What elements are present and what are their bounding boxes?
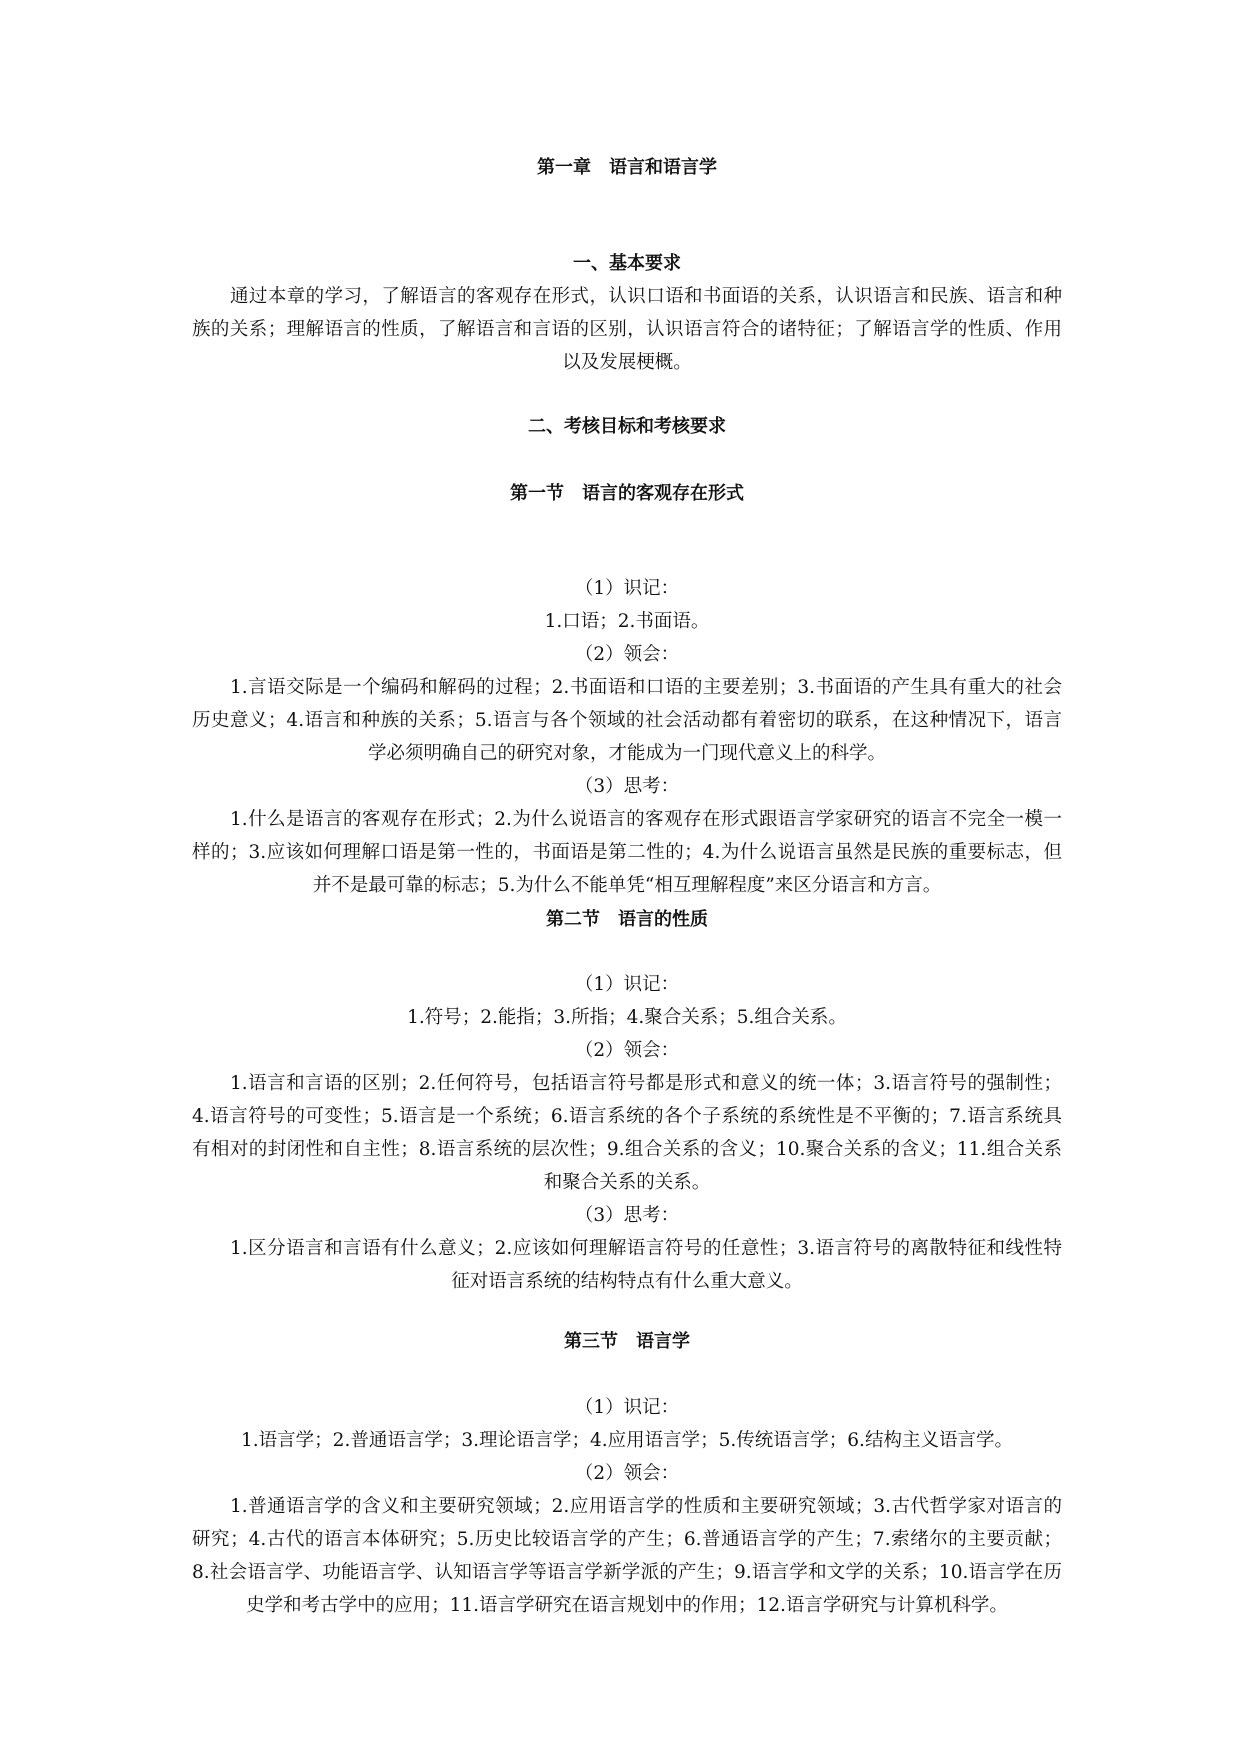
section-1-title: 第一节 语言的客观存在形式	[510, 483, 744, 504]
section-2-body	[192, 968, 1062, 1298]
think-label: （3）思考：	[574, 776, 680, 797]
remember-label: （1）识记：	[574, 578, 680, 599]
text-line: 8.社会语言学、功能语言学、认知语言学等语言学新学派的产生；9.语言学和文学的关系；10.语言学在历	[192, 1562, 1062, 1583]
text-line: 征对语言系统的结构特点有什么重大意义。	[451, 1271, 803, 1292]
think-label: （3）思考：	[574, 1205, 680, 1226]
heading-assessment: 二、考核目标和考核要求	[528, 416, 726, 437]
text-line: 样的；3.应该如何理解口语是第一性的，书面语是第二性的；4.为什么说语言虽然是民族的重要标志，但	[192, 842, 1062, 863]
text-line: 1.普通语言学的含义和主要研究领域；2.应用语言学的性质和主要研究领域；3.古代哲学家对语言的	[230, 1496, 1062, 1517]
understand-label: （2）领会：	[574, 644, 680, 665]
text-line: 并不是最可靠的标志；5.为什么不能单凭“相互理解程度”来区分语言和方言。	[312, 875, 942, 896]
text-line: 史学和考古学中的应用；11.语言学研究在语言规划中的作用；12.语言学研究与计算机科学。	[246, 1595, 1008, 1616]
text-line: 学必须明确自己的研究对象，才能成为一门现代意义上的科学。	[367, 743, 886, 764]
text-line: 1.区分语言和言语有什么意义；2.应该如何理解语言符号的任意性；3.语言符号的离散特征和线性特	[230, 1238, 1062, 1259]
text-line: 1.口语；2.书面语。	[544, 611, 710, 632]
understand-label: （2）领会：	[574, 1463, 680, 1484]
text-line: 有相对的封闭性和自主性；8.语言系统的层次性；9.组合关系的含义；10.聚合关系的含义；11.组合关系	[192, 1139, 1062, 1160]
text-line: 和聚合关系的关系。	[543, 1172, 711, 1193]
chapter-title: 第一章 语言和语言学	[537, 157, 717, 178]
section-1-body	[192, 572, 1062, 902]
section-2-title: 第二节 语言的性质	[546, 909, 708, 930]
text-line: 历史意义；4.语言和种族的关系；5.语言与各个领域的社会活动都有着密切的联系，在这种情况下，语言	[192, 710, 1062, 731]
text-line: 族的关系；理解语言的性质，了解语言和言语的区别，认识语言符合的诸特征；了解语言学的性质、作用	[192, 319, 1062, 340]
text-line: 以及发展梗概。	[562, 352, 692, 373]
text-line: 研究；4.古代的语言本体研究；5.历史比较语言学的产生；6.普通语言学的产生；7.索绪尔的主要贡献；	[192, 1529, 1062, 1550]
text-line: 1.言语交际是一个编码和解码的过程；2.书面语和口语的主要差别；3.书面语的产生具有重大的社会	[230, 677, 1062, 698]
heading-basic-requirements: 一、基本要求	[573, 253, 681, 274]
text-line: 1.语言学；2.普通语言学；3.理论语言学；4.应用语言学；5.传统语言学；6.结构主义语言学。	[241, 1430, 1013, 1451]
section-3-body	[192, 1391, 1062, 1622]
understand-label: （2）领会：	[574, 1040, 680, 1061]
text-line: 1.符号；2.能指；3.所指；4.聚合关系；5.组合关系。	[407, 1007, 847, 1028]
section-3-title: 第三节 语言学	[564, 1331, 690, 1352]
text-line: 1.什么是语言的客观存在形式；2.为什么说语言的客观存在形式跟语言学家研究的语言不完全一模一	[230, 809, 1062, 830]
basic-requirements-paragraph	[192, 280, 1062, 379]
text-line: 通过本章的学习，了解语言的客观存在形式，认识口语和书面语的关系，认识语言和民族、语言和种	[230, 286, 1062, 307]
remember-label: （1）识记：	[574, 974, 680, 995]
remember-label: （1）识记：	[574, 1397, 680, 1418]
text-line: 4.语言符号的可变性；5.语言是一个系统；6.语言系统的各个子系统的系统性是不平衡的；7.语言系统具	[192, 1106, 1062, 1127]
text-line: 1.语言和言语的区别；2.任何符号，包括语言符号都是形式和意义的统一体；3.语言符号的强制性；	[230, 1073, 1062, 1094]
